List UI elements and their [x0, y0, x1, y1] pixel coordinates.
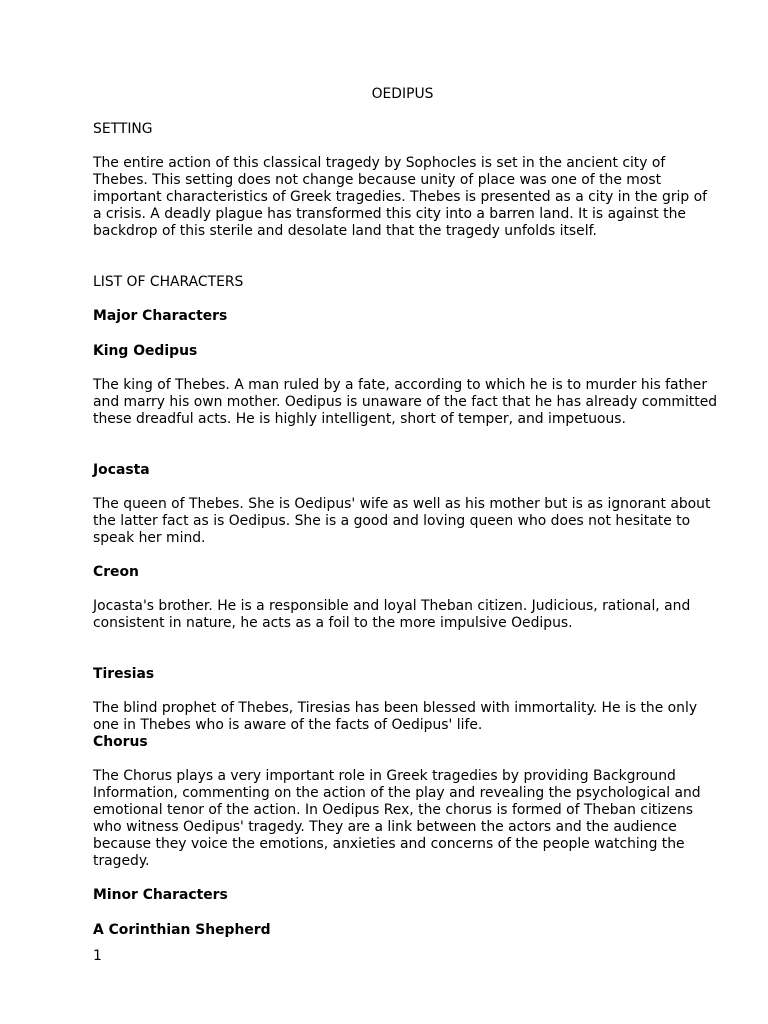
major-characters-heading: Major Characters — [93, 308, 228, 324]
minor-characters-heading: Minor Characters — [93, 887, 228, 903]
characters-heading: LIST OF CHARACTERS — [93, 274, 244, 290]
page-number: 1 — [93, 948, 102, 964]
character-text-oedipus: The king of Thebes. A man ruled by a fate, according to which he is to murder his father and marry his own mother. Oedipus is unaware of the fact that he has already committed these dreadful acts. He is highly intelligent, short of temper, and impetuous. — [93, 377, 718, 427]
document-title: OEDIPUS — [371, 86, 434, 102]
character-text-creon: Jocasta's brother. He is a responsible and loyal Theban citizen. Judicious, rational, and consistent in nature, he acts as a foil to the more impulsive Oedipus. — [93, 598, 691, 631]
character-name-creon: Creon — [93, 564, 139, 580]
setting-paragraph: The entire action of this classical tragedy by Sophocles is set in the ancient city of Thebes. This setting does not change because unity of place was one of the most important characteristics of Greek tragedies. Thebes is presented as a city in the grip of a crisis. A deadly plague has transformed this city into a barren land. It is against the backdrop of this sterile and desolate land that the tragedy unfolds itself. — [93, 155, 708, 239]
setting-heading: SETTING — [93, 121, 153, 137]
character-text-chorus: The Chorus plays a very important role in Greek tragedies by providing Background Information, commenting on the action of the play and revealing the psychological and emotional tenor of the action. In Oedipus Rex, the chorus is formed of Theban citizens who witness Oedipus' tragedy. They are a link between the actors and the audience because they voice the emotions, anxieties and concerns of the people watching the tragedy. — [93, 768, 701, 869]
character-name-jocasta: Jocasta — [93, 462, 150, 478]
character-text-tiresias: The blind prophet of Thebes, Tiresias has been blessed with immortality. He is the only one in Thebes who is aware of the facts of Oedipus' life. — [93, 700, 698, 733]
character-name-corinthian-shepherd: A Corinthian Shepherd — [93, 922, 271, 938]
character-name-chorus: Chorus — [93, 734, 148, 750]
character-name-oedipus: King Oedipus — [93, 343, 198, 359]
character-text-jocasta: The queen of Thebes. She is Oedipus' wife as well as his mother but is as ignorant about the latter fact as is Oedipus. She is a good and loving queen who does not hesitate to speak her mind. — [93, 496, 711, 546]
character-name-tiresias: Tiresias — [93, 666, 155, 682]
